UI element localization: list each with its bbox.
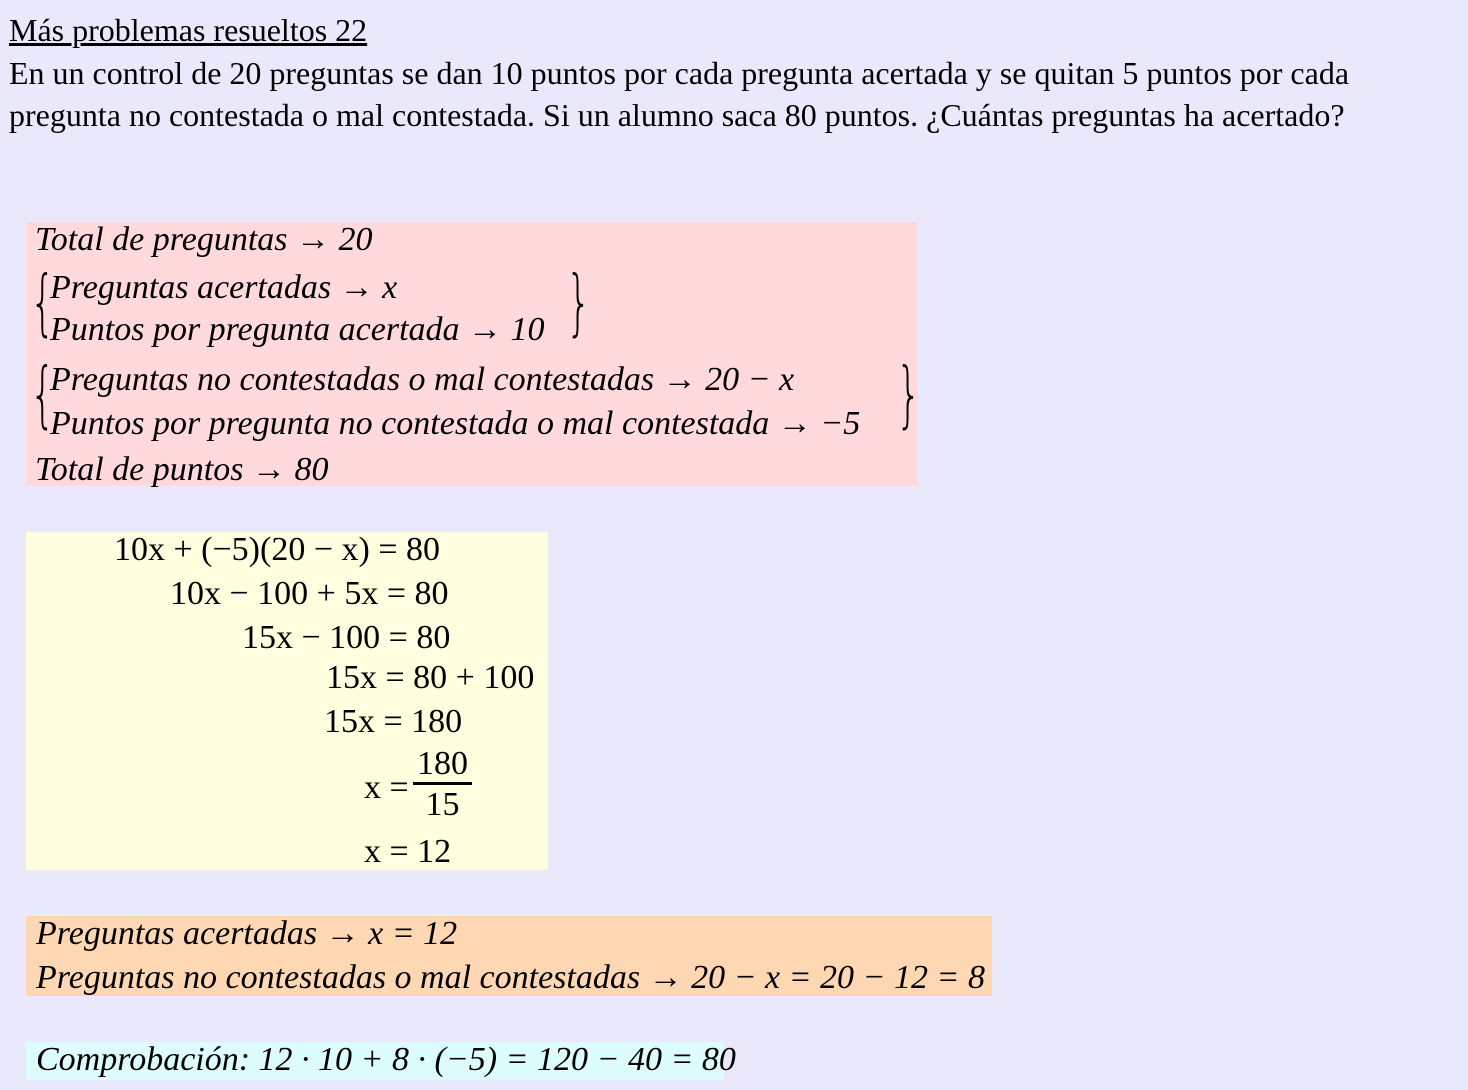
solution-box (26, 532, 548, 870)
equation-step: 15x − 100 = 80 (242, 619, 451, 656)
fraction-denominator: 15 (425, 786, 460, 823)
left-brace-icon: { (30, 352, 56, 436)
fraction (413, 746, 472, 825)
page-title: Más problemas resueltos 22 (9, 12, 368, 48)
total-points-line: Total de puntos → 80 (35, 451, 329, 488)
result: x = 12 (364, 833, 452, 870)
equation-step: 10x + (−5)(20 − x) = 80 (114, 531, 440, 568)
right-brace-icon: } (566, 260, 592, 344)
problem-statement: En un control de 20 preguntas se dan 10 puntos por cada pregunta acertada y se quitan 5 puntos por cada pregunta no contestada o mal contestada. Si un alumno saca 80 puntos. ¿Cuántas preguntas ha acertado? (9, 55, 1350, 133)
answer-box (26, 916, 992, 996)
equation-step: 15x = 180 (324, 703, 463, 740)
left-brace-icon: { (30, 260, 56, 344)
total-questions-line: Total de preguntas → 20 (35, 221, 373, 258)
check-box (26, 1041, 736, 1080)
equation-step: 10x − 100 + 5x = 80 (170, 575, 449, 612)
group2-line2: Puntos por pregunta no contestada o mal contestada → −5 (50, 405, 861, 442)
fraction-numerator: 180 (413, 746, 472, 785)
right-brace-icon: } (896, 352, 922, 436)
fraction-lhs: x = (364, 769, 409, 806)
answer-line: Preguntas acertadas → x = 12 (36, 915, 458, 952)
group1-line2: Puntos por pregunta acertada → 10 (50, 311, 545, 348)
data-box (26, 221, 922, 488)
equation-step: 15x = 80 + 100 (326, 659, 535, 696)
group1-line1: Preguntas acertadas → x (50, 269, 398, 306)
answer-line: Preguntas no contestadas o mal contestadas → 20 − x = 20 − 12 = 8 (36, 959, 985, 996)
group2-line1: Preguntas no contestadas o mal contestadas → 20 − x (50, 361, 795, 398)
check-line: Comprobación: 12 · 10 + 8 · (−5) = 120 − 40 = 80 (36, 1041, 736, 1078)
